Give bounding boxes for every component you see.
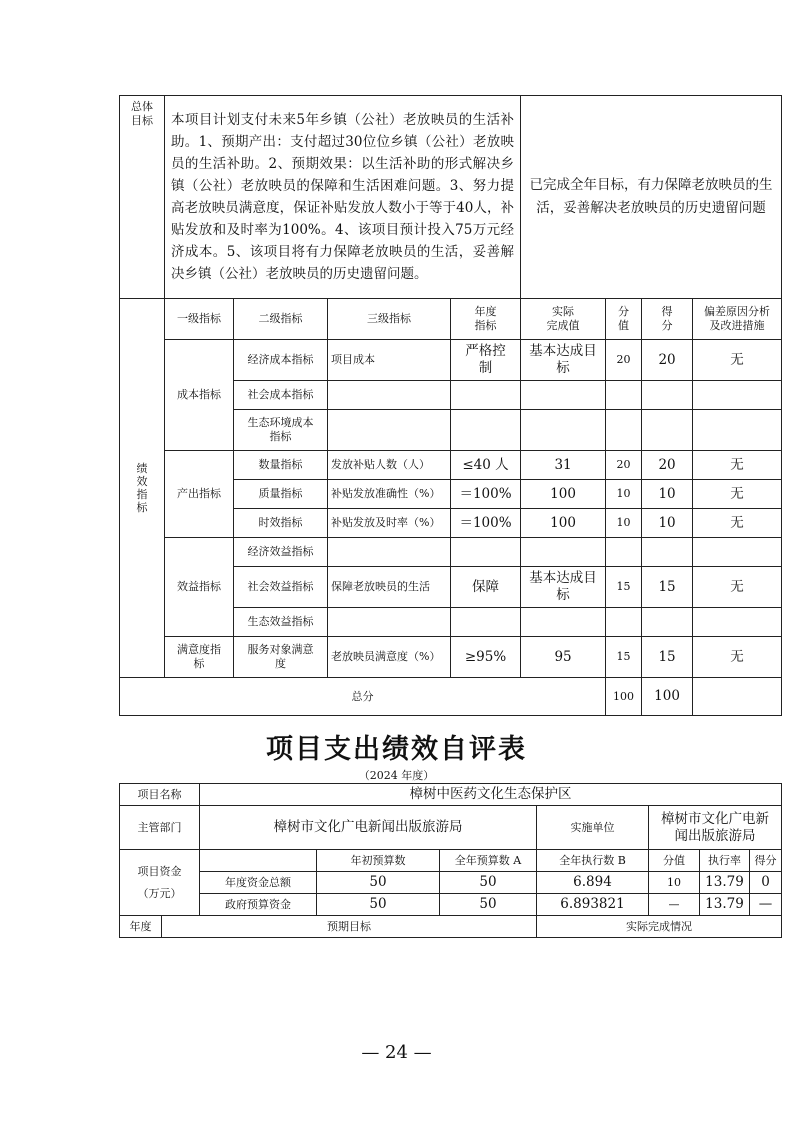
row-actual: 95 [521,637,606,678]
row-score: 15 [642,637,693,678]
funds-score: — [750,894,782,916]
funds-weight: 10 [649,872,700,894]
table-row [120,637,782,678]
row-weight [606,410,642,451]
row-level3: 项目成本 [328,340,451,381]
total-score: 100 [642,678,693,716]
table-row [120,538,782,567]
row-target: 严格控 制 [451,340,521,381]
goal-planned-label: 预期目标 [162,916,537,938]
group-satisfaction: 满意度指 标 [165,637,234,678]
total-label: 总分 [120,678,606,716]
row-level3: 老放映员满意度（%） [328,637,451,678]
row-target [451,538,521,567]
header-deviation-reason: 偏差原因分析 及改进措施 [693,299,782,340]
goal-year-label: 年度 [120,916,162,938]
funds-exec: 6.893821 [537,894,649,916]
form-year: （2024 年度） [358,769,435,782]
impl-label: 实施单位 [537,806,649,850]
row-level2: 生态环境成本 指标 [234,410,328,451]
row-reason [693,381,782,410]
funds-header-rate: 执行率 [700,850,750,872]
total-weight: 100 [606,678,642,716]
row-score: 10 [642,480,693,509]
row-weight [606,538,642,567]
funds-header-exec: 全年执行数 B [537,850,649,872]
row-reason: 无 [693,637,782,678]
row-actual: 31 [521,451,606,480]
row-weight [606,381,642,410]
row-target: ＝100% [451,480,521,509]
form-title: 项目支出绩效自评表 [266,734,527,765]
table-row [120,872,782,894]
funds-weight: — [649,894,700,916]
row-score [642,410,693,451]
row-score: 10 [642,509,693,538]
row-weight [606,608,642,637]
group-cost: 成本指标 [165,340,234,451]
header-weight: 分 值 [606,299,642,340]
overall-goal-actual: 已完成全年目标，有力保障老放映员的生活，妥善解决老放映员的历史遗留问题 [521,96,782,299]
row-level2: 数量指标 [234,451,328,480]
row-reason: 无 [693,509,782,538]
row-actual: 100 [521,480,606,509]
header-actual-value: 实际 完成值 [521,299,606,340]
project-name-label: 项目名称 [120,784,200,806]
overall-goal-label: 总体 目标 [120,96,165,299]
funds-annual: 50 [440,872,537,894]
row-target [451,410,521,451]
goal-actual-label: 实际完成情况 [537,916,782,938]
group-benefit: 效益指标 [165,538,234,637]
row-reason [693,410,782,451]
row-level2: 社会效益指标 [234,567,328,608]
row-score [642,381,693,410]
header-level1: 一级指标 [165,299,234,340]
dept-name: 樟树市文化广电新闻出版旅游局 [200,806,537,850]
row-score: 20 [642,340,693,381]
total-row [120,678,782,716]
row-score: 20 [642,451,693,480]
header-level2: 二级指标 [234,299,328,340]
row-target: 保障 [451,567,521,608]
funds-row-label: 年度资金总额 [200,872,317,894]
row-level2: 社会成本指标 [234,381,328,410]
funds-annual: 50 [440,894,537,916]
row-actual: 100 [521,509,606,538]
row-weight: 10 [606,509,642,538]
row-weight: 10 [606,480,642,509]
row-level2: 时效指标 [234,509,328,538]
row-weight: 20 [606,451,642,480]
row-target [451,608,521,637]
row-target: ≥95% [451,637,521,678]
row-reason [693,608,782,637]
impl-name: 樟树市文化广电新 闻出版旅游局 [649,806,782,850]
project-table [119,783,782,938]
funds-header-initial: 年初预算数 [317,850,440,872]
row-reason [693,538,782,567]
row-target [451,381,521,410]
row-reason: 无 [693,451,782,480]
header-annual-target: 年度 指标 [451,299,521,340]
row-level3: 补贴发放准确性（%） [328,480,451,509]
table-row [120,894,782,916]
row-level2: 经济成本指标 [234,340,328,381]
row-reason: 无 [693,480,782,509]
dept-label: 主管部门 [120,806,200,850]
row-actual [521,410,606,451]
funds-header-weight: 分值 [649,850,700,872]
row-level3 [328,410,451,451]
funds-score: 0 [750,872,782,894]
row-actual [521,608,606,637]
row-actual: 基本达成目 标 [521,567,606,608]
row-level3 [328,538,451,567]
funds-header-score: 得分 [750,850,782,872]
row-level3 [328,608,451,637]
row-weight: 15 [606,567,642,608]
page-number: — 24 — [361,1042,432,1063]
overall-goal-planned: 本项目计划支付未来5年乡镇（公社）老放映员的生活补助。1、预期产出：支付超过30位位乡镇（公社）老放映员的生活补助。2、预期效果：以生活补助的形式解决乡镇（公社）老放映员的保障和生活困难问题。3、努力提高老放映员满意度，保证补贴发放人数小于等于40人，补贴发放和及时率为100%。4、该项目预计投入75万元经济成本。5、该项目将有力保障老放映员的生活，妥善解决乡镇（公社）老放映员的历史遗留问题。 [165,96,521,299]
row-score: 15 [642,567,693,608]
funds-initial: 50 [317,894,440,916]
row-level2: 质量指标 [234,480,328,509]
row-level3: 补贴发放及时率（%） [328,509,451,538]
performance-table [119,95,782,716]
row-level3: 发放补贴人数（人） [328,451,451,480]
funds-rate: 13.79 [700,894,750,916]
group-output: 产出指标 [165,451,234,538]
row-level2: 生态效益指标 [234,608,328,637]
row-level3: 保障老放映员的生活 [328,567,451,608]
row-weight: 20 [606,340,642,381]
project-name: 樟树中医药文化生态保护区 [200,784,782,806]
row-target: ＝100% [451,509,521,538]
table-row [120,340,782,381]
row-actual [521,381,606,410]
row-actual [521,538,606,567]
header-score: 得 分 [642,299,693,340]
row-score [642,608,693,637]
row-level3 [328,381,451,410]
row-level2: 服务对象满意 度 [234,637,328,678]
header-level3: 三级指标 [328,299,451,340]
row-reason: 无 [693,340,782,381]
row-weight: 15 [606,637,642,678]
row-level2: 经济效益指标 [234,538,328,567]
row-reason: 无 [693,567,782,608]
funds-exec: 6.894 [537,872,649,894]
funds-initial: 50 [317,872,440,894]
funds-rate: 13.79 [700,872,750,894]
table-row [120,451,782,480]
funds-label: 项目资金 （万元） [120,850,200,916]
perf-indicators-label: 绩 效 指 标 [120,299,165,678]
row-target: ≤40 人 [451,451,521,480]
row-actual: 基本达成目 标 [521,340,606,381]
funds-row-label: 政府预算资金 [200,894,317,916]
row-score [642,538,693,567]
funds-header-annual: 全年预算数 A [440,850,537,872]
